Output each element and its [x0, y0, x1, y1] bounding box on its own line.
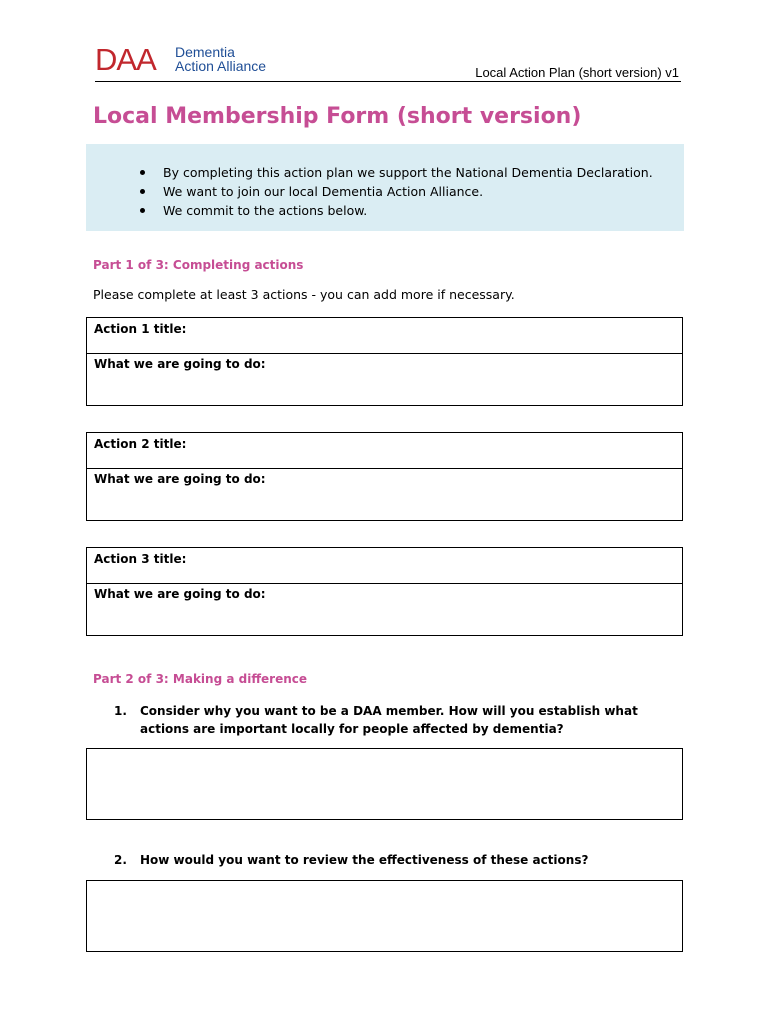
bullet-text: We commit to the actions below.: [163, 203, 368, 218]
document-label: Local Action Plan (short version) v1: [475, 65, 679, 80]
list-item: [138, 201, 653, 220]
question-number: 2.: [114, 853, 127, 867]
declaration-list: [138, 163, 653, 220]
part1-heading: Part 1 of 3: Completing actions: [93, 258, 304, 272]
action-1-title-field[interactable]: [87, 318, 682, 354]
bullet-icon: [140, 170, 145, 175]
question-text: Consider why you want to be a DAA member. How will you establish what actions are important locally for people affected by dementia?: [140, 704, 638, 736]
list-item: [138, 182, 653, 201]
declaration-callout: [86, 144, 684, 231]
action-title-label: Action 1 title:: [94, 322, 187, 336]
action-2-box: [86, 432, 683, 521]
question-number: 1.: [114, 704, 127, 718]
bullet-text: By completing this action plan we support the National Dementia Declaration.: [163, 165, 653, 180]
logo-wordmark: [175, 45, 266, 73]
part1-intro: Please complete at least 3 actions - you can add more if necessary.: [93, 287, 515, 302]
answer-1-field[interactable]: [86, 748, 683, 820]
list-item: [138, 163, 653, 182]
bullet-icon: [140, 189, 145, 194]
question-text: How would you want to review the effectiveness of these actions?: [140, 853, 589, 867]
action-3-description-field[interactable]: [87, 584, 682, 636]
action-title-label: Action 2 title:: [94, 437, 187, 451]
logo-line-1: Dementia: [175, 44, 235, 60]
action-2-title-field[interactable]: [87, 433, 682, 469]
action-2-description-field[interactable]: [87, 469, 682, 521]
header-divider: [95, 81, 681, 82]
action-title-label: Action 3 title:: [94, 552, 187, 566]
action-3-title-field[interactable]: [87, 548, 682, 584]
answer-2-field[interactable]: [86, 880, 683, 952]
action-do-label: What we are going to do:: [94, 472, 266, 486]
part2-heading: Part 2 of 3: Making a difference: [93, 672, 308, 686]
action-do-label: What we are going to do:: [94, 587, 266, 601]
bullet-icon: [140, 208, 145, 213]
action-3-box: [86, 547, 683, 636]
logo-mark: DAA: [95, 42, 156, 77]
logo-line-2: Action Alliance: [175, 58, 267, 74]
action-1-box: [86, 317, 683, 406]
action-1-description-field[interactable]: [87, 354, 682, 406]
bullet-text: We want to join our local Dementia Action Alliance.: [163, 184, 484, 199]
action-do-label: What we are going to do:: [94, 357, 266, 371]
page-title: Local Membership Form (short version): [93, 104, 582, 129]
